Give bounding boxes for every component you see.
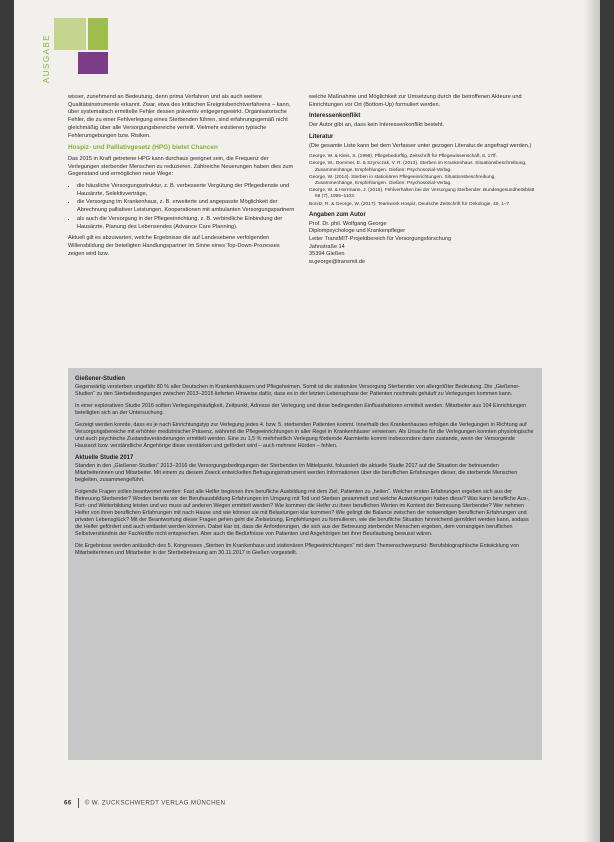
section-heading-hpg: Hospiz- und Palliativgesetz (HPG) bietet Chancen — [68, 144, 218, 152]
literature-intro: (Die gesamte Liste kann bei dem Verfasser unter gezogen Literatur.de angefragt werden.) — [309, 142, 532, 149]
left-para-2: Aktuell gilt es abzuwarten, welche Ergebnisse die auf Landesebene verfolgenden Willensbildung der beteiligten Handlungspartner im Sinne eines Top-Down-Prozesses zeigen wird bzw. — [68, 235, 280, 257]
section-label-text: AUSGABE — [42, 33, 52, 84]
square-light-green — [54, 18, 86, 50]
box-heading-studies: Gießener-Studien — [75, 376, 126, 382]
page-footer — [64, 798, 225, 808]
square-purple — [78, 52, 108, 74]
page-edge-shadow — [584, 0, 600, 842]
bullet-item: • als auch die Versorgung in der Pflegeeinrichtung, z. B. verbindliche Einbindung der Hausärzte, Planung des Lebensendes (Advance Care Planning). — [77, 216, 296, 231]
conflict-text: Der Autor gibt an, dass kein Interessenkonflikt besteht. — [309, 122, 445, 129]
reference-item: Bonitz, R. & George, W. (2017). Teamwork Hospiz, Deutsche Zeitschrift für Onkologie, 49, 1–7. — [309, 201, 511, 207]
footer-divider — [78, 798, 79, 808]
right-column — [309, 94, 535, 267]
square-green — [88, 18, 108, 50]
reference-item: George, W. & Kleis, S. (1998). Pflegebedürftig, Zeitschrift für Pflegewissenschaft, 8, 17ff. — [309, 154, 497, 160]
left-para-1: Das 2015 in Kraft getretene HPG kann durchaus geeignet sein, die Frequenz der Verlegungen sterbender Menschen zu reduzieren. Zahlreiche Neuerungen haben dies zum Gegenstand und ermöglichen neue Wege: — [68, 155, 294, 178]
box-para: Die Ergebnisse werden anlässlich des 5. Kongresses „Sterben im Krankenhaus und stationären Pflegeeinrichtungen“ mit dem Themenschwerpunkt: Berufsbiographische Entwicklung von Mitarbeiterinnen und Mitarbeiter in der Sterbebetreuung am 30.11.2017 in Gießen vorgestellt. — [75, 543, 519, 556]
document-page — [14, 0, 600, 842]
reference-item: George, W. (2014). Sterben in stationären Pflegeeinrichtungen. Situationsbeschreibung, Zusammenhänge, Empfehlungen. Gießen: Psychosozial-Verlag. — [309, 174, 496, 187]
bullet-item: • die häusliche Versorgungsstruktur, z. B. verbesserte Vergütung der Pflegedienste und Hausärzte, Selektivverträge, — [77, 183, 296, 198]
author-line: 35394 Gießen — [309, 251, 345, 258]
box-para: In einer explorativen Studie 2016 sollten Verlegungshäufigkeit, Zeitpunkt, Adresse der Verlegung und diese bedingenden Einflussfaktoren ermittelt werden. Mitarbeiter aus 104 Einrichtungen beteiligten sich an der Untersuchung. — [75, 403, 527, 416]
box-para: Gezeigt werden konnte, dass es je nach Einrichtungstyp zur Verlegung jedes 4. bzw. 5. sterbenden Patienten kommt. Innerhalb des Krankenhauses erfolgen die Verlegungen in Richtung auf Versorgungsbereiche mit erhöhter medizinischer Präsenz, während die Pflegeeinrichtungen in aller Regel in Krankenhäuser verweisen. Als Ursache für die Verlegungen konnten physiologische und auch psychische Zustandsveränderungen ermittelt werden. Eine zu 1,5 % mehrheitlich Verlegung fördernde Alarmkette kommt insbesondere dann zustande, wenn der Versorgende Hausarzt bzw. verständliche Angehörige diese verstärken und gefördert wird – auch mehrere Hürden – fehlen. — [75, 422, 534, 449]
left-column — [68, 94, 296, 262]
reference-list — [309, 154, 535, 208]
reference-item: George, W. & Herrmann, J. (2016). Fehlverhalten bei der Versorgung Sterbender. Bundesgesundheitsblatt 59 (7), 1095–1103. — [309, 188, 535, 200]
author-heading: Angaben zum Autor — [309, 211, 366, 218]
literature-heading: Literatur — [309, 133, 334, 140]
author-line: Leiter TransMIT-Projektbereich für Versorgungsforschung — [309, 235, 452, 242]
bullet-list — [68, 183, 296, 231]
section-label — [44, 30, 54, 90]
publisher-name: © W. ZUCKSCHWERDT VERLAG MÜNCHEN — [84, 799, 226, 807]
bullet-item: • die Versorgung im Krankenhaus, z. B. erweiterte und angepasste Möglichkeit der Abrechnung palliativer Leistungen, Kooperationen mit ambulanten Versorgungspartnern — [77, 199, 296, 214]
left-intro: wisser, zunehmend an Bedeutung, denn prima Verfahren und als auch weitere Qualitätsinstrumente erkannt. Zwar, etwa des kritischen Ereignisberichtverfahrens – kann, über systematisch ermittelte Fehler dessen präventiv entgegengewirkt. Organisatorische Fehler, die zu einer Fehlverlegung eines Sterbenden führen, sind erfahrungsgemäß nicht gleichmäßig über alle Versorgungsbereiche verteilt. Vielmehr existieren typische Fehlerumgebungen bzw. Risiken. — [68, 94, 291, 139]
box-para: Folgende Fragen sollen beantwortet werden: Fast alle Helfer beginnen ihre berufliche Ausbildung mit dem Ziel, Patienten zu „heilen“. Welcher ersten Erfahrungen ergeben sich aus der Betreuung Sterbender? Worden bereits vor der Berufsausbildung Erfahrungen im Umgang mit Tod und Sterben gesammelt und welche Auswirkungen haben diese? Was kann berufliche Aus-, Fort- und Weiterbildung leisten und wo muss auf anderen Wegen ermittelt werden? Wie kommen die Helfer zu ihren beruflichen Werten im Kontext der Betreuung Sterbender? Wer nehmen Helfer von ihren beruflichen Erfahrungen mit nach Hause und wie können sie mit Belastungen klar kommen? Wie gelingt die Balance zwischen der notwendigen beruflichen Erfahrungen und privaten Lebensglück? Mit der Beantwortung dieser Fragen gehen geht die Zielsetzung, Empfehlungen zu formulieren, wie die berufliche Situation hinreichend gemildert werden kann, sodass die Helfer gefördert und auch entlastet werden können. Dabei klar ist, dass die Anforderungen, die sich aus der Betreuung sterbender Menschen ergeben, dem vorrangigen beruflichen Selbstverständnis der Fachkräfte nicht entsprechen. Aber auch die Bedürfnisse von Patienten und Angehörigen bei ihrer Beurlaubung bewusst wären. — [75, 489, 530, 537]
page-number: 66 — [64, 799, 72, 807]
reference-item: George, W., Dommer, E. & Szymczak, V. R. (2013). Sterben im Krankenhaus. Situationsbeschreibung, Zusammenhänge, Empfehlungen. Gießen: Psychosozial-Verlag. — [309, 161, 527, 173]
author-line: Diplompsychologe und Krankenpfleger — [309, 228, 406, 235]
conflict-heading: Interessenkonflikt — [309, 113, 361, 120]
right-intro: welche Maßnahme und Möglichkeit zur Umsetzung durch die betroffenen Akteure und Einrichtungen vor Ort (Bottom-Up) formuliert werden. — [309, 94, 522, 108]
box-para: Standen in den „Gießener-Studien“ 2013–2016 die Versorgungsbedingungen der Sterbenden im Mittelpunkt, fokussiert die aktuelle Studie 2017 auf die Situation der betreuenden Mitarbeiterinnen und Mitarbeiter. Mit einem zu diesem Zweck entwickelten Befragungsinstrument werden Informationen über die beruflichen Erfahrungen dieser, die sterbende Menschen begleiten, zusammengeführt. — [75, 463, 518, 483]
author-email: w.george@transmit.de — [309, 259, 366, 266]
box-heading-current-study: Aktuelle Studie 2017 — [75, 455, 134, 461]
author-line: Prof. Dr. phil. Wolfgang George — [309, 220, 387, 227]
box-para: Gegenwärtig versterben ungefähr 80 % aller Deutschen in Krankenhäusern und Pflegeheimen. Somit ist die stationäre Versorgung Sterbender von allergrößter Bedeutung. Die „Gießener-Studien“ zu den Sterbebedingungen zwischen 2013–2015 lieferten Hinweise dafür, dass es in der letzten Lebensphase der Patienten nochmals gehäuft zu Verlegungen kommen kann. — [75, 384, 520, 397]
info-box — [68, 368, 542, 760]
author-line: Jahnstraße 14 — [309, 243, 345, 250]
